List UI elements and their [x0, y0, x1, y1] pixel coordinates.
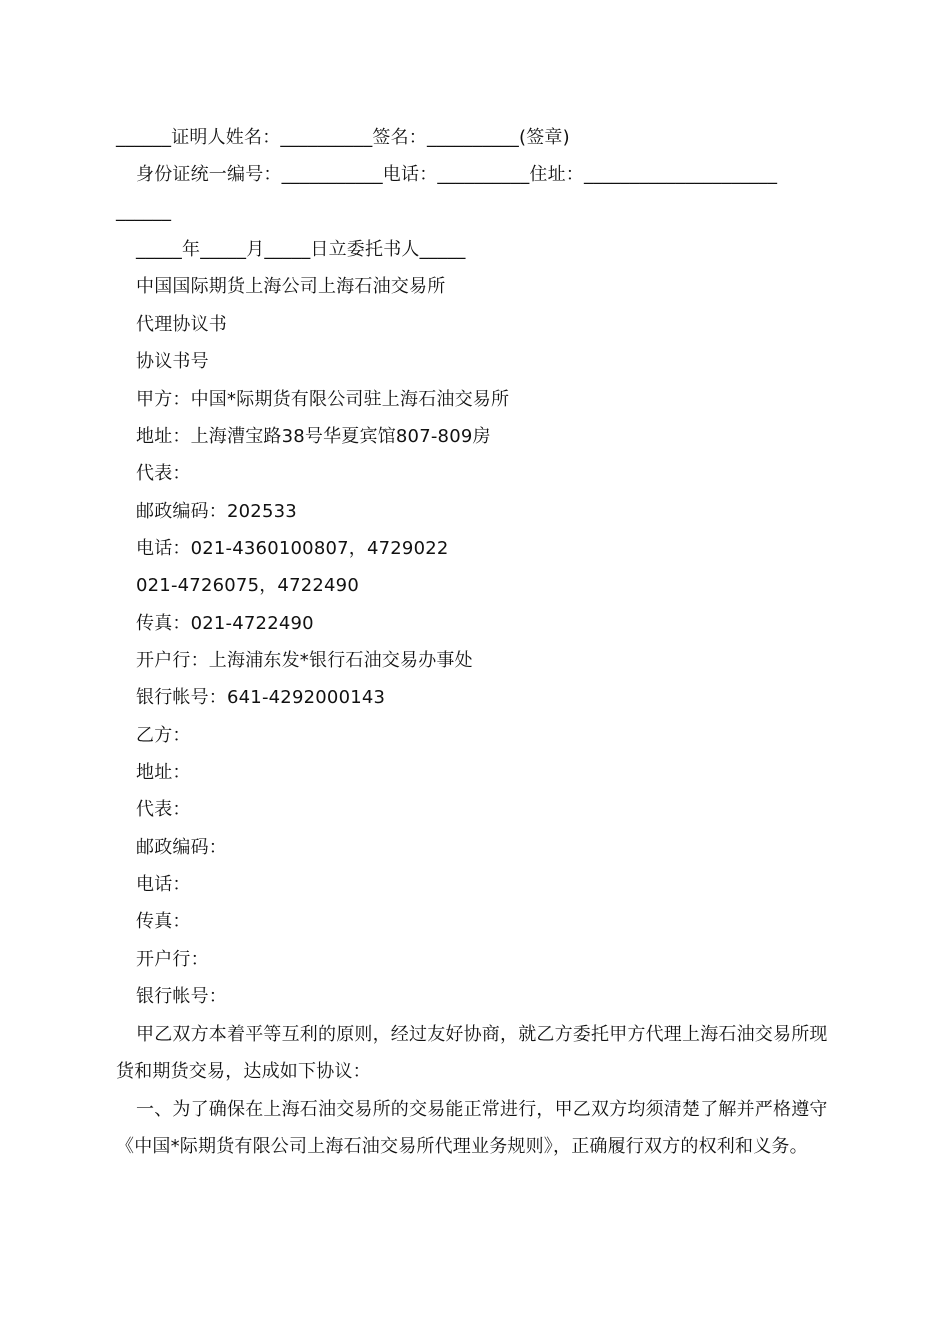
party-a-representative: 代表：: [136, 463, 191, 484]
doc-number-label: 协议书号: [136, 351, 209, 372]
party-a-account: 银行帐号：641-4292000143: [136, 687, 386, 708]
id-line-continuation: ______: [116, 201, 172, 222]
party-a-name: 甲方：中国*际期货有限公司驻上海石油交易所: [136, 389, 510, 410]
party-a-phone2: 021-4726075，4722490: [136, 575, 359, 596]
party-b-bank: 开户行：: [136, 949, 209, 970]
party-b-fax: 传真：: [136, 911, 191, 932]
party-a-postcode: 邮政编码：202533: [136, 501, 297, 522]
party-b-phone: 电话：: [136, 874, 191, 895]
party-b-address: 地址：: [136, 762, 191, 783]
party-b-representative: 代表：: [136, 799, 191, 820]
party-b-postcode: 邮政编码：: [136, 837, 227, 858]
intro-paragraph: [116, 1016, 836, 1090]
party-a-bank: 开户行：上海浦东发*银行石油交易办事处: [136, 650, 473, 671]
clause-1-text: 一、为了确保在上海石油交易所的交易能正常进行，甲乙双方均须清楚了解并严格遵守《中国*际期货有限公司上海石油交易所代理业务规则》，正确履行双方的权利和义务。: [116, 1099, 828, 1157]
date-line: _____年_____月_____日立委托书人_____: [136, 239, 466, 260]
clause-1: [116, 1091, 836, 1165]
party-a-address: 地址：上海漕宝路38号华夏宾馆807-809房: [136, 426, 491, 447]
id-line: 身份证统一编号：___________电话：__________住址：_____________________: [136, 164, 778, 185]
party-a-phone: 电话：021-4360100807，4729022: [136, 538, 449, 559]
doc-title: 代理协议书: [136, 314, 227, 335]
witness-line: ______证明人姓名：__________签名：__________(签章): [116, 127, 570, 148]
exchange-name: 中国国际期货上海公司上海石油交易所: [136, 276, 446, 297]
party-a-fax: 传真：021-4722490: [136, 613, 314, 634]
party-b-account: 银行帐号：: [136, 986, 227, 1007]
intro-paragraph-text: 甲乙双方本着平等互利的原则，经过友好协商，就乙方委托甲方代理上海石油交易所现货和期货交易，达成如下协议：: [116, 1024, 828, 1082]
party-b-name: 乙方：: [136, 725, 191, 746]
